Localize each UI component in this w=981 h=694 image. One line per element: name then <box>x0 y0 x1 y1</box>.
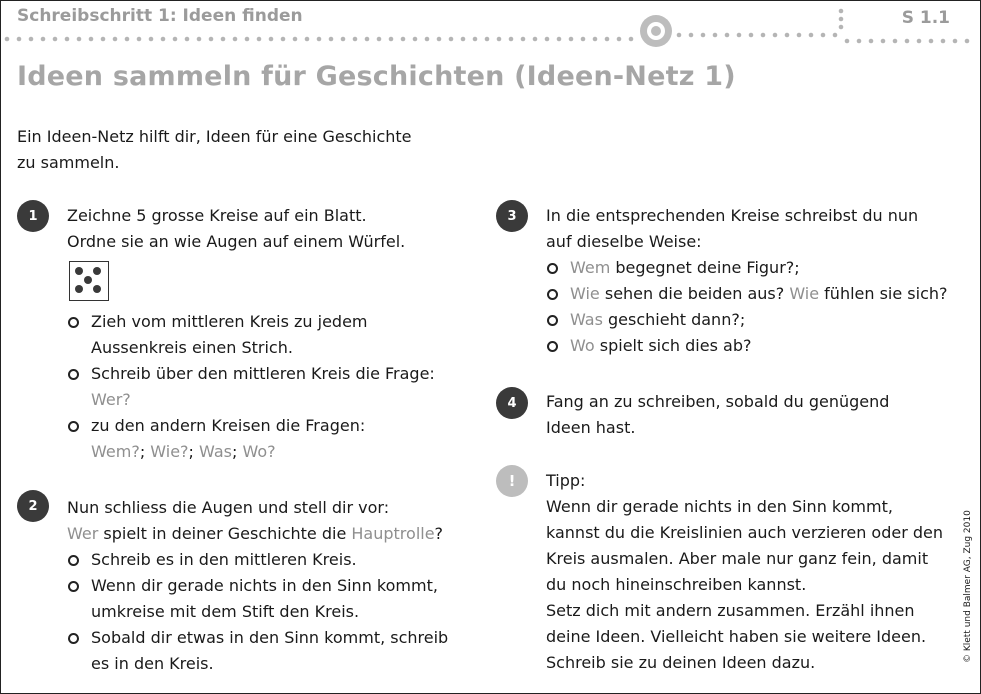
divider-dot <box>305 37 310 42</box>
divider-dot <box>365 37 370 42</box>
divider-dot <box>89 37 94 42</box>
divider-dot <box>749 33 754 38</box>
header-bar <box>1 1 980 53</box>
divider-dot <box>797 33 802 38</box>
divider-dot <box>125 37 130 42</box>
tip-line: Schreib sie zu deinen Ideen dazu. <box>546 653 816 672</box>
divider-dot <box>689 33 694 38</box>
divider-dot <box>809 33 814 38</box>
divider-dot <box>713 33 718 38</box>
intro-text <box>17 124 457 176</box>
divider-dot <box>377 37 382 42</box>
tip-line: Kreis ausmalen. Aber male nur ganz fein, damit <box>546 549 929 568</box>
divider-dot <box>5 37 10 42</box>
divider-dot <box>737 33 742 38</box>
divider-dot <box>605 37 610 42</box>
divider-dot <box>221 37 226 42</box>
divider-dot <box>461 37 466 42</box>
divider-dot <box>509 37 514 42</box>
divider-dot <box>173 37 178 42</box>
step-2-line: Wer spielt in deiner Geschichte die Hauptrolle? <box>67 524 444 543</box>
list-item: Wo spielt sich dies ab? <box>546 333 966 359</box>
page-title: Ideen sammeln für Geschichten (Ideen-Netz 1) <box>17 61 736 92</box>
question-word: Was <box>199 442 232 461</box>
intro-line: Ein Ideen-Netz hilft dir, Ideen für eine Geschichte <box>17 127 412 146</box>
divider-dot <box>821 33 826 38</box>
divider-dot <box>965 39 970 44</box>
divider-dot <box>725 33 730 38</box>
divider-dot <box>293 37 298 42</box>
divider-dot <box>101 37 106 42</box>
divider-dot <box>401 37 406 42</box>
divider-dot <box>953 39 958 44</box>
divider-dot <box>629 37 634 42</box>
divider-dot <box>317 37 322 42</box>
step-1 <box>67 203 477 465</box>
worksheet-code: S 1.1 <box>901 8 950 28</box>
dice-five-icon <box>69 261 109 301</box>
step-4-line: Fang an zu schreiben, sobald du genügend <box>546 392 890 411</box>
intro-line: zu sammeln. <box>17 153 120 172</box>
divider-dot <box>497 37 502 42</box>
divider-dot <box>65 37 70 42</box>
step-3 <box>546 203 966 359</box>
step-3-list <box>546 255 966 359</box>
divider-dot <box>557 37 562 42</box>
step-1-badge: 1 <box>17 200 49 232</box>
divider-dot <box>41 37 46 42</box>
step-3-line: auf dieselbe Weise: <box>546 232 702 251</box>
step-1-line: Zeichne 5 grosse Kreise auf ein Blatt. <box>67 206 367 225</box>
divider-dot <box>773 33 778 38</box>
divider-dot <box>545 37 550 42</box>
list-item: Was geschieht dann?; <box>546 307 966 333</box>
tip-line: Setz dich mit andern zusammen. Erzähl ihnen <box>546 601 915 620</box>
list-item: Schreib über den mittleren Kreis die Frage: Wer? <box>67 361 477 413</box>
divider-dot <box>533 37 538 42</box>
divider-dot <box>449 37 454 42</box>
divider-dot <box>905 39 910 44</box>
tip-line: Wenn dir gerade nichts in den Sinn kommt, <box>546 497 893 516</box>
question-word: Wo? <box>242 442 276 461</box>
tip-badge: ! <box>496 465 528 497</box>
divider-dot <box>149 37 154 42</box>
divider-dot <box>893 39 898 44</box>
divider-dot <box>569 37 574 42</box>
divider-dot <box>269 37 274 42</box>
question-word: Wem? <box>91 442 140 461</box>
divider-dot <box>845 39 850 44</box>
step-2-line: Nun schliess die Augen und stell dir vor: <box>67 498 390 517</box>
tip-block <box>546 468 961 676</box>
divider-dot <box>833 33 838 38</box>
divider-dot <box>941 39 946 44</box>
list-item: Wenn dir gerade nichts in den Sinn kommt, umkreise mit dem Stift den Kreis. <box>67 573 487 625</box>
list-item: Zieh vom mittleren Kreis zu jedem Aussenkreis einen Strich. <box>67 309 477 361</box>
divider-dot <box>425 37 430 42</box>
divider-dot <box>677 33 682 38</box>
divider-dot <box>197 37 202 42</box>
divider-dot <box>869 39 874 44</box>
divider-dot <box>17 37 22 42</box>
question-word: Wer? <box>91 390 131 409</box>
step-4 <box>546 389 946 441</box>
step-4-line: Ideen hast. <box>546 418 636 437</box>
divider-dot <box>185 37 190 42</box>
list-item: zu den andern Kreisen die Fragen: Wem?; Wie?; Was; Wo? <box>67 413 477 465</box>
section-label: Schreibschritt 1: Ideen finden <box>17 6 303 26</box>
divider-dot <box>389 37 394 42</box>
divider-dot <box>233 37 238 42</box>
divider-dot <box>785 33 790 38</box>
copyright-notice: © Klett und Balmer AG, Zug 2010 <box>963 510 973 663</box>
tip-label: Tipp: <box>546 471 586 490</box>
divider-dot <box>473 37 478 42</box>
list-item: Schreib es in den mittleren Kreis. <box>67 547 487 573</box>
divider-dot <box>29 37 34 42</box>
divider-dot <box>257 37 262 42</box>
divider-dot <box>437 37 442 42</box>
divider-dot <box>857 39 862 44</box>
divider-dot <box>485 37 490 42</box>
divider-dot <box>881 39 886 44</box>
divider-dot <box>617 37 622 42</box>
list-item: Wem begegnet deine Figur?; <box>546 255 966 281</box>
step-2-badge: 2 <box>17 490 49 522</box>
step-3-line: In die entsprechenden Kreise schreibst du nun <box>546 206 919 225</box>
divider-dot <box>929 39 934 44</box>
tip-line: du noch hineinschreiben kannst. <box>546 575 807 594</box>
divider-dot <box>917 39 922 44</box>
divider-dot <box>53 37 58 42</box>
tip-line: kannst du die Kreislinien auch verzieren oder den <box>546 523 944 542</box>
divider-dot <box>593 37 598 42</box>
divider-dot <box>341 37 346 42</box>
divider-dot <box>521 37 526 42</box>
tip-line: deine Ideen. Vielleicht haben sie weitere Ideen. <box>546 627 927 646</box>
divider-dot <box>161 37 166 42</box>
step-3-badge: 3 <box>496 200 528 232</box>
divider-dot <box>353 37 358 42</box>
divider-dot <box>413 37 418 42</box>
divider-dot <box>209 37 214 42</box>
step-4-badge: 4 <box>496 387 528 419</box>
divider-dot <box>701 33 706 38</box>
divider-dot <box>137 37 142 42</box>
list-item: Sobald dir etwas in den Sinn kommt, schreib es in den Kreis. <box>67 625 487 677</box>
divider-dot <box>245 37 250 42</box>
divider-dot <box>329 37 334 42</box>
list-item: Wie sehen die beiden aus? Wie fühlen sie sich? <box>546 281 966 307</box>
divider-dot <box>77 37 82 42</box>
step-1-list <box>67 309 477 465</box>
divider-dot <box>581 37 586 42</box>
step-2 <box>67 495 487 677</box>
step-1-line: Ordne sie an wie Augen auf einem Würfel. <box>67 232 406 251</box>
divider-dot <box>113 37 118 42</box>
question-word: Wie? <box>150 442 189 461</box>
divider-dot <box>281 37 286 42</box>
step-2-list <box>67 547 487 677</box>
divider-dot <box>761 33 766 38</box>
